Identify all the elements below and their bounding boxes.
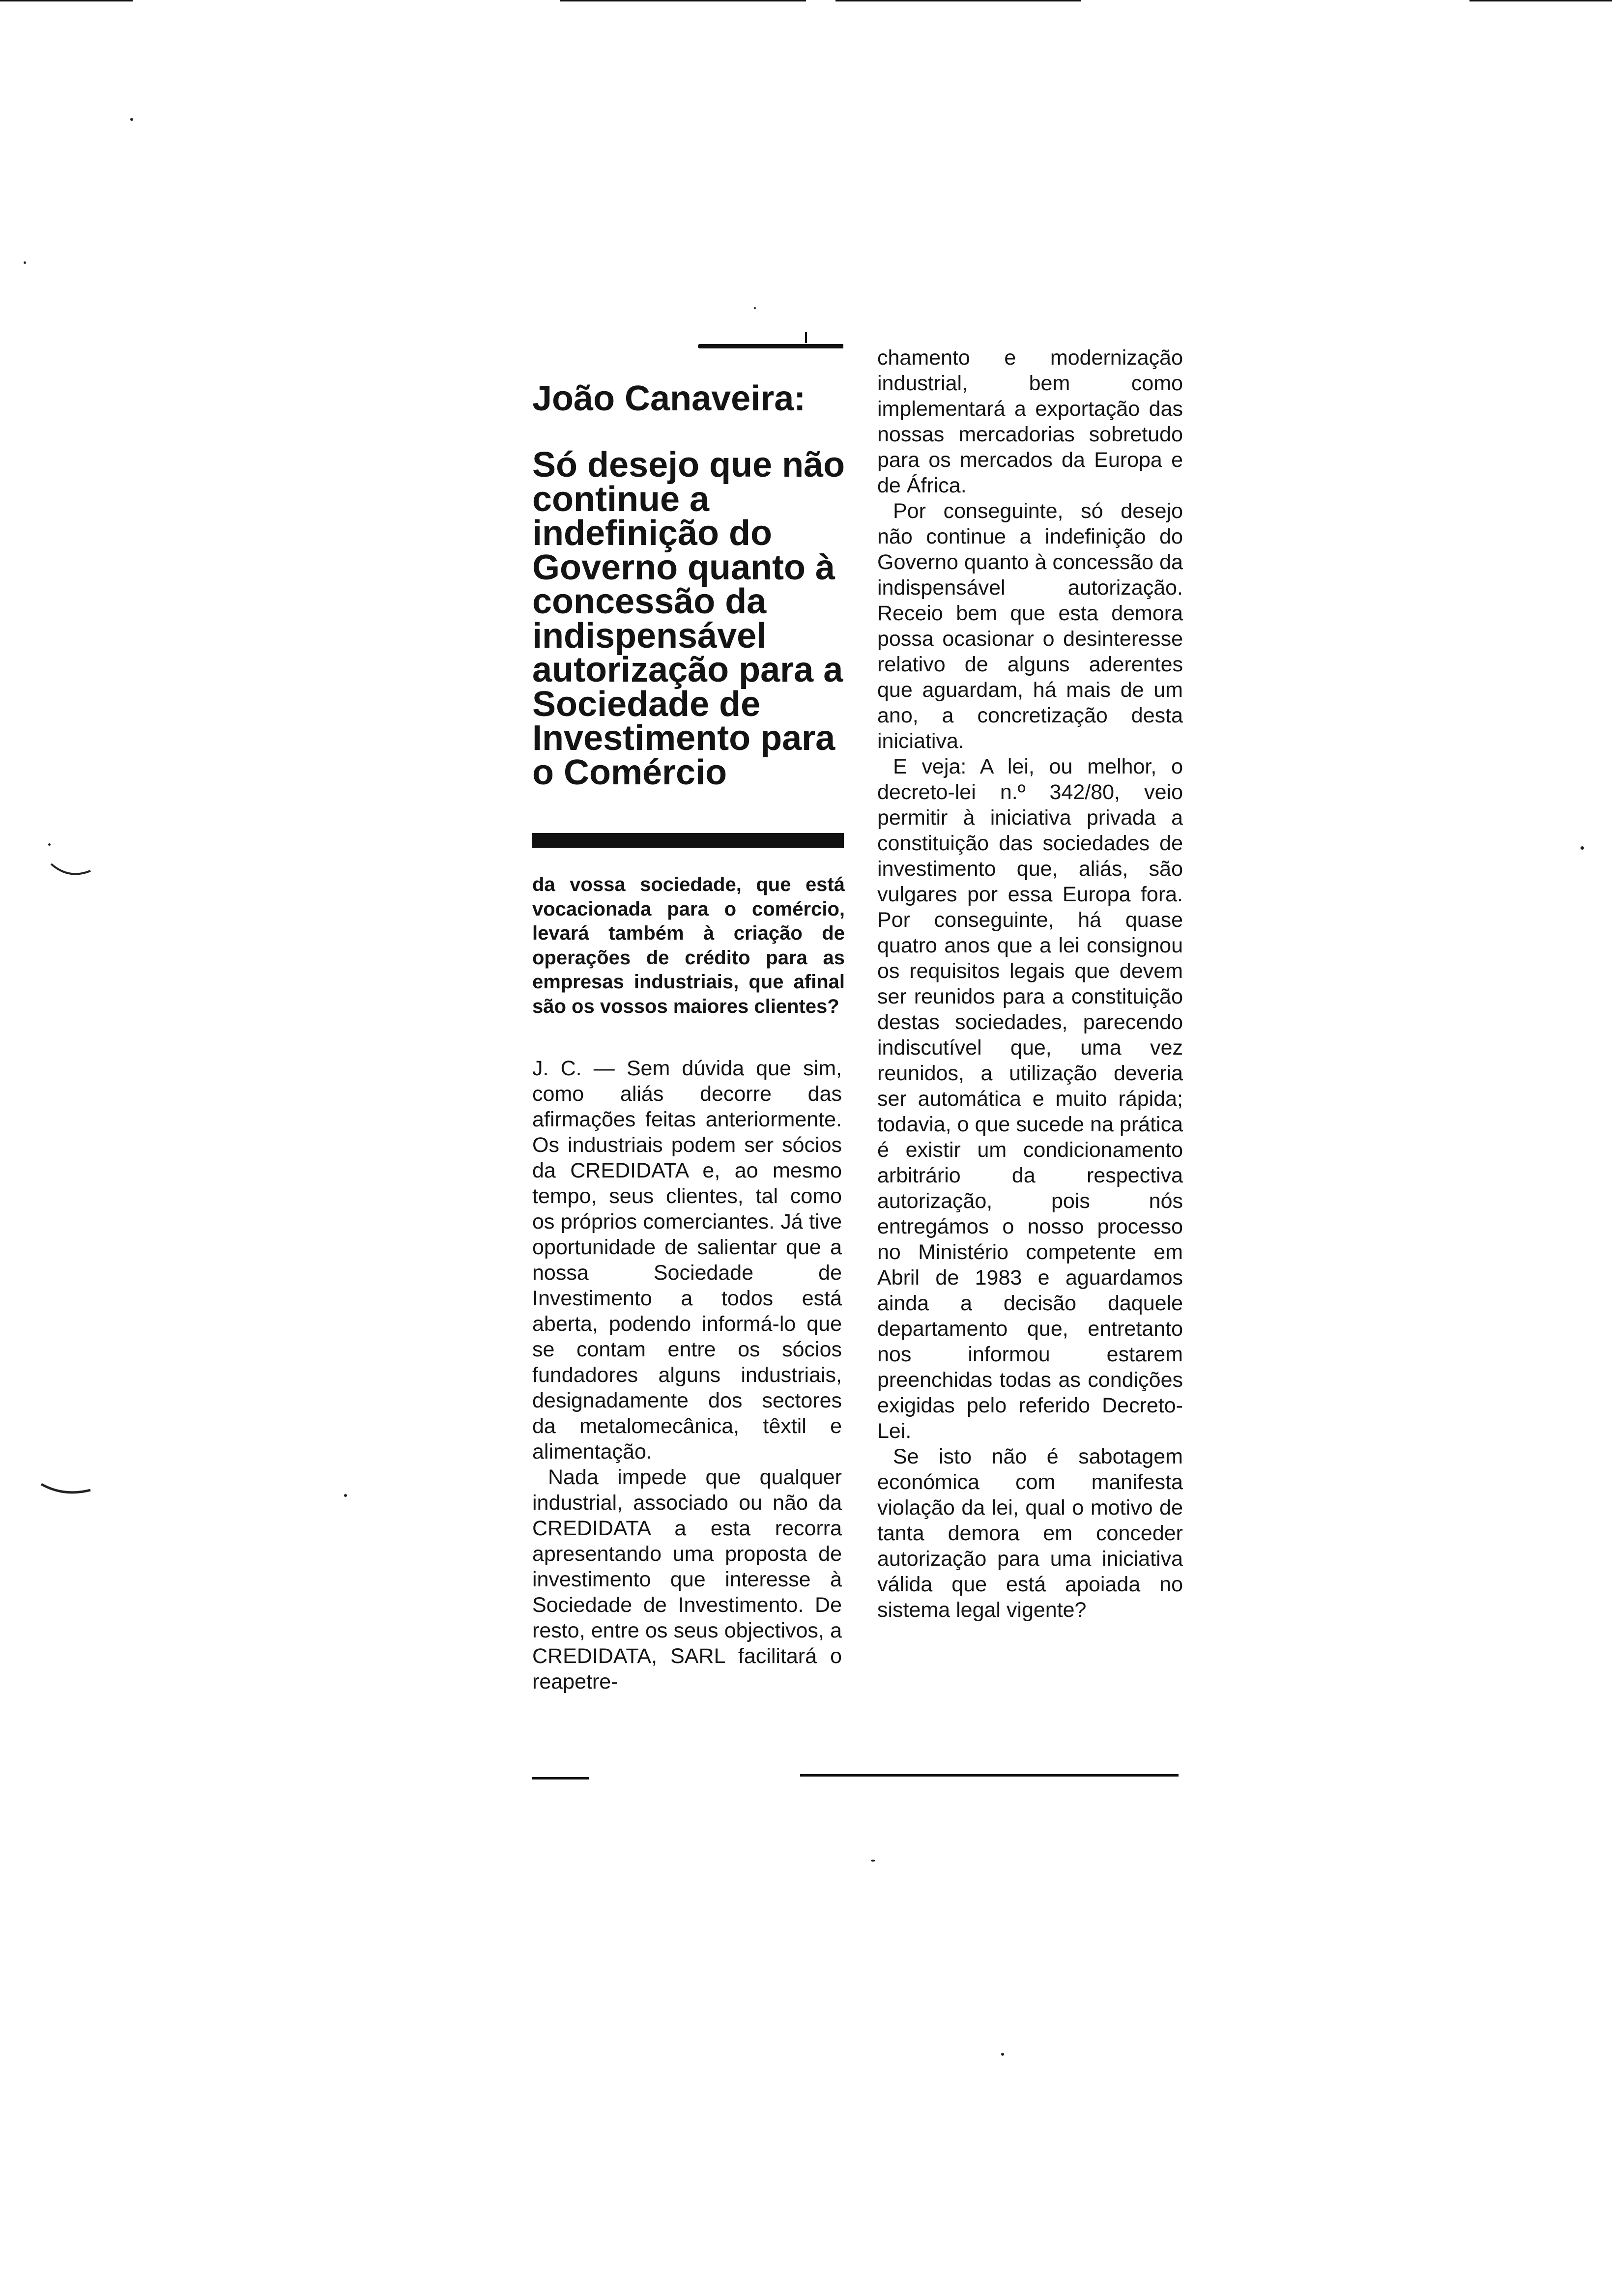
headline-divider-bar <box>532 833 844 848</box>
scan-speck <box>871 1860 875 1862</box>
headline: Só desejo que não continue a indefinição do Governo quanto à concessão da indispensável autorização para a Sociedade de Investimento para o Comércio <box>532 445 845 792</box>
top-edge-rule-right <box>1469 0 1612 1</box>
scan-speck <box>130 118 133 121</box>
header-rule-tick <box>805 332 807 343</box>
paragraph: J. C. — Sem dúvida que sim, como aliás decorre das afirmações feitas anteriormente. Os industriais podem ser sócios da CREDIDATA e, ao mesmo tempo, seus clientes, tal como os próprios comerciantes. Já tive oportunidade de salientar que a nossa Sociedade de Investimento a todos está aberta, podendo informá-lo que se contam entre os sócios fundadores alguns industriais, designadamente dos sectores da metalomecânica, têxtil e alimentação. <box>532 1057 842 1464</box>
top-edge-rule-center <box>560 0 806 1</box>
scan-speck <box>1001 2053 1004 2056</box>
footer-rule-left <box>532 1777 589 1779</box>
paragraph: E veja: A lei, ou melhor, o decreto-lei n.º 342/80, veio permitir à iniciativa privada a constituição das sociedades de investimento que, aliás, são vulgares por essa Europa fora. Por conseguinte, há quase quatro anos que a lei consignou os requisitos legais que devem ser reunidos para a constituição destas sociedades, parecendo indiscutível que, uma vez reunidos, a utilização deveria ser automática e muito rápida; todavia, o que sucede na prática é existir um condicionamento arbitrário da respectiva autorização, pois nós entregámos o nosso processo no Ministério competente em Abril de 1983 e aguardamos ainda a decisão daquele departamento que, entretanto nos informou estarem preenchidas todas as condições exigidas pelo referido Decreto-Lei. <box>877 755 1183 1443</box>
paragraph: Nada impede que qualquer industrial, associado ou não da CREDIDATA a esta recorra apresentando uma proposta de investimento que interesse à Sociedade de Investimento. De resto, entre os seus objectivos, a CREDIDATA, SARL facilitará o reapetre- <box>532 1465 842 1693</box>
paragraph: Se isto não é sabotagem económica com manifesta violação da lei, qual o motivo de tanta demora em conceder autorização para uma iniciativa válida que está apoiada no sistema legal vigente? <box>877 1445 1183 1622</box>
text-column-right <box>877 345 1183 1623</box>
top-edge-rule-left <box>0 0 133 1</box>
author-line: João Canaveira: <box>532 379 806 418</box>
scan-speck <box>24 261 26 264</box>
header-rule <box>698 344 843 348</box>
margin-mark-curve <box>39 1479 93 1499</box>
paragraph: Por conseguinte, só desejo não continue a indefinição do Governo quanto à concessão da indispensável autorização. Receio bem que esta demora possa ocasionar o desinteresse relativo de alguns aderentes que aguardam, há mais de um ano, a concretização desta iniciativa. <box>877 499 1183 753</box>
interview-question: da vossa sociedade, que está vocacionada para o comércio, levará também à criação de operações de crédito para as empresas industriais, que afinal são os vossos maiores clientes? <box>532 874 845 1017</box>
scan-speck <box>344 1494 347 1497</box>
top-edge-rule-center-2 <box>835 0 1081 1</box>
paragraph: chamento e modernização industrial, bem como implementará a exportação das nossas mercadorias sobretudo para os mercados da Europa e de África. <box>877 346 1183 497</box>
text-column-left <box>532 1056 842 1694</box>
footer-rule-right <box>800 1774 1179 1777</box>
scan-speck <box>754 307 756 309</box>
scan-speck <box>1581 846 1584 850</box>
scan-speck <box>48 843 51 846</box>
margin-mark-curve <box>49 860 93 885</box>
